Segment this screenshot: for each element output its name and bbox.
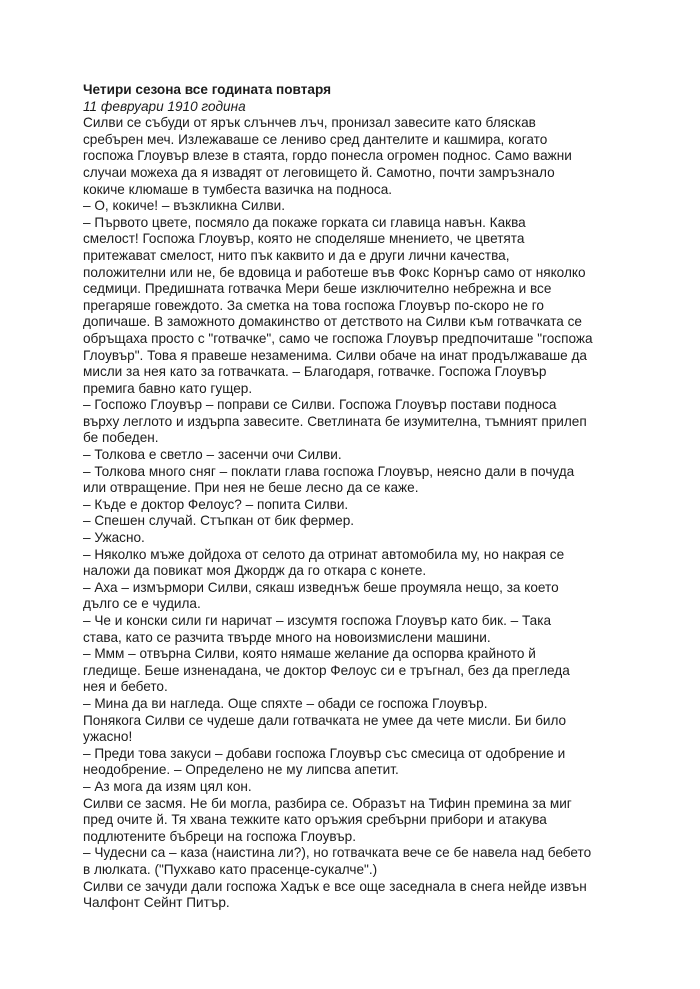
text-line: дълго се е чудила. (83, 596, 201, 612)
document-title: Четири сезона все годината повтаря (83, 82, 332, 97)
text-line: става, като се разчита твърде много на новоизмислени машини. (83, 629, 491, 645)
text-line: – Няколко мъже дойдоха от селото да отринат автомобила му, но накрая се (83, 546, 565, 562)
text-line: или отвращение. При нея не беше лесно да се каже. (83, 480, 419, 496)
text-line: върху леглото и издърпа завесите. Светлината бе изумителна, тъмният прилеп (83, 413, 587, 429)
text-line: Глоувър". Това я правеше незаменима. Силви обаче на инат продължаваше да (83, 347, 587, 363)
text-line: положителни или не, бе вдовица и работеше във Фокс Корнър само от няколко (83, 264, 586, 280)
text-line: – Толкова е светло – засенчи очи Силви. (83, 447, 342, 463)
text-line: нея и бебето. (83, 679, 168, 695)
text-line: обръщаха просто с "готвачке", само че госпожа Глоувър предпочиташе "госпожа (83, 330, 593, 346)
text-line: – Госпожо Глоувър – поправи се Силви. Госпожа Глоувър постави подноса (83, 397, 557, 413)
text-line: допичаше. В заможното домакинство от детството на Силви към готвачката се (83, 314, 582, 330)
text-line: подлютените бъбреци на госпожа Глоувър. (83, 828, 356, 844)
text-line: мисли за нея като за готвачката. – Благодаря, готвачке. Госпожа Глоувър (83, 364, 547, 380)
text-line: сребърен меч. Излежаваше се лениво сред дантелите и кашмира, когато (83, 131, 548, 147)
text-line: – Аз мога да изям цял кон. (83, 778, 252, 794)
text-line: притежават смелост, нито пък каквито и да е други лични качества, (83, 247, 510, 263)
text-line: – Ммм – отвърна Силви, която нямаше желание да оспорва крайното й (83, 646, 536, 662)
text-line: гледище. Беше изненадана, че доктор Фелоус си е тръгнал, без да прегледа (83, 662, 570, 678)
text-line: – Аха – измърмори Силви, сякаш изведнъж беше проумяла нещо, за което (83, 579, 559, 595)
text-line: наложи да повикат моя Джордж да го откара с конете. (83, 563, 427, 579)
text-line: неодобрение. – Определено не му липсва апетит. (83, 762, 399, 778)
text-line: – Че и конски сили ги наричат – изсумтя госпожа Глоувър като бик. – Така (83, 613, 552, 628)
text-line: прегаряше говеждото. За сметка на това госпожа Глоувър по-скоро не го (83, 297, 544, 313)
text-line: в люлката. ("Пухкаво като прасенце-сукалче".) (83, 861, 378, 877)
text-line: бе победен. (83, 430, 159, 446)
text-line: – Преди това закуси – добави госпожа Глоувър със смесица от одобрение и (83, 745, 566, 761)
text-line: Силви се засмя. Не би могла, разбира се. Образът на Тифин премина за миг (83, 795, 572, 811)
text-line: ужасно! (83, 729, 133, 745)
text-line: кокиче клюмаше в тумбеста вазичка на подноса. (83, 181, 393, 197)
text-line: – О, кокиче! – възкликна Силви. (83, 198, 286, 214)
text-line: Силви се събуди от ярък слънчев лъч, пронизал завесите като бляскав (83, 115, 536, 131)
text-line: седмици. Предишната готвачка Мери беше изключително небрежна и все (83, 281, 552, 297)
text-line: – Къде е доктор Фелоус? – попита Силви. (83, 496, 349, 512)
document-text (83, 115, 643, 912)
text-line: смелост! Госпожа Глоувър, която не споделяше мнението, че цветята (83, 231, 525, 247)
text-line: – Толкова много сняг – поклати глава госпожа Глоувър, неясно дали в почуда (83, 463, 575, 479)
text-line: – Мина да ви нагледа. Още спяхте – обади се госпожа Глоувър. (83, 695, 488, 711)
text-line: Силви се зачуди дали госпожа Хадък е все още заседнала в снега нейде извън (83, 878, 587, 894)
text-line: – Чудесни са – каза (наистина ли?), но готвачката вече се бе навела над бебето (83, 845, 592, 861)
text-line: – Спешен случай. Стъпкан от бик фермер. (83, 513, 355, 529)
text-line: Понякога Силви се чудеше дали готвачката не умее да чете мисли. Би било (83, 712, 567, 728)
text-line: премига бавно като гущер. (83, 380, 253, 396)
text-line: – Първото цвете, посмяло да покаже горката си главица навън. Каква (83, 214, 526, 230)
text-line: Чалфонт Сейнт Питър. (83, 895, 230, 911)
text-line: случаи можеха да я извадят от леговището й. Самотно, почти замръзнало (83, 164, 555, 180)
document-body (83, 82, 643, 912)
document-date: 11 февруари 1910 година (83, 98, 246, 114)
text-line: госпожа Глоувър влезе в стаята, гордо понесла огромен поднос. Само важни (83, 148, 572, 164)
text-line: пред очите й. Тя хвана тежките като оръжия сребърни прибори и атакува (83, 812, 547, 828)
text-line: – Ужасно. (83, 530, 145, 546)
